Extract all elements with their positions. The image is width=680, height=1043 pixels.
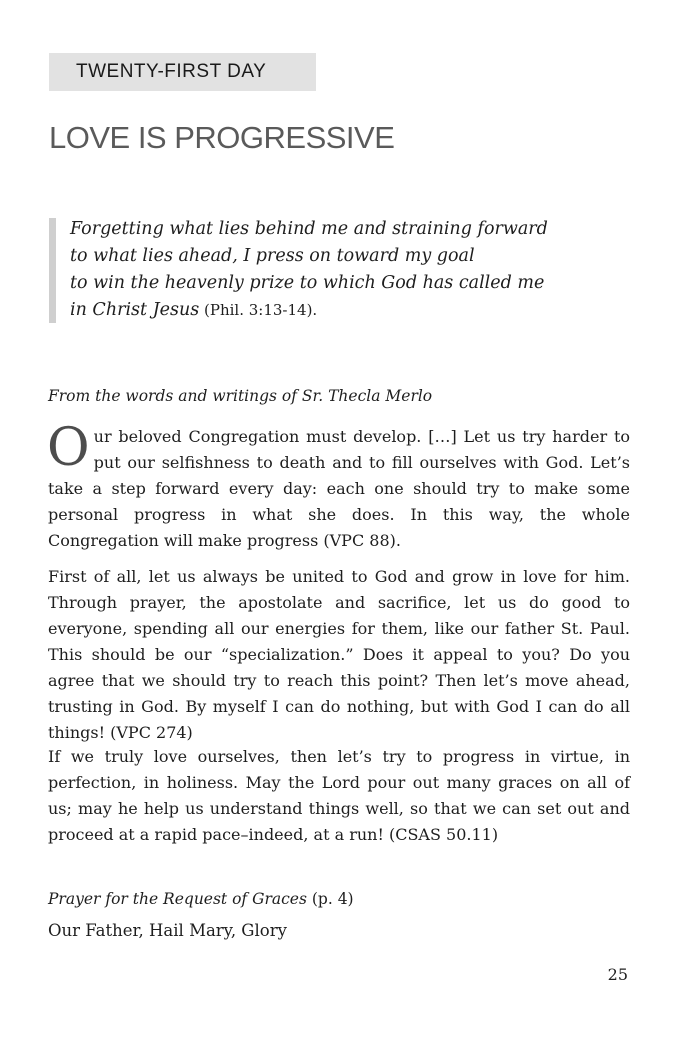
- quote-line: to win the heavenly prize to which God has called me: [70, 273, 545, 293]
- source-heading: From the words and writings of Sr. Thecla Merlo: [48, 387, 433, 405]
- page-number: 25: [607, 965, 628, 984]
- day-label: TWENTY-FIRST DAY: [49, 53, 316, 91]
- page-title: LOVE IS PROGRESSIVE: [49, 120, 395, 155]
- drop-cap: O: [47, 418, 90, 478]
- quote-line: Forgetting what lies behind me and straining forward: [70, 219, 548, 239]
- prayer-ref: (p. 4): [306, 890, 354, 908]
- quote-bar: [49, 218, 56, 323]
- quote-line-text: in Christ Jesus: [70, 300, 200, 320]
- scripture-quote: [70, 216, 630, 324]
- quote-line-last: [70, 297, 630, 324]
- paragraph-2: First of all, let us always be united to God and grow in love for him. Through prayer, the apostolate and sacrifice, let us do good to everyone, spending all our energies for them, like our father St. Paul. This should be our “specialization.” Does it appeal to you? Do you agree that we should try to reach this point? Then let’s move ahead, trusting in God. By myself I can do nothing, but with God I can do all things! (VPC 274): [48, 567, 630, 742]
- closing-prayers: Our Father, Hail Mary, Glory: [48, 921, 287, 940]
- paragraph-1: [47, 418, 630, 554]
- quote-citation: (Phil. 3:13-14).: [199, 301, 318, 319]
- quote-line: to what lies ahead, I press on toward my goal: [70, 246, 475, 266]
- prayer-line: [48, 887, 354, 911]
- prayer-title: Prayer for the Request of Graces: [48, 890, 307, 908]
- paragraph-3: If we truly love ourselves, then let’s try to progress in virtue, in perfection, in holiness. May the Lord pour out many graces on all of us; may he help us understand things well, so that we can set out and proceed at a rapid pace–indeed, at a run! (CSAS 50.11): [48, 747, 630, 844]
- paragraph-1-text: ur beloved Congregation must develop. […] Let us try harder to put our selfishness to death and to fill ourselves with God. Let’s take a step forward every day: each one should try to make some personal progress in what she does. In this way, the whole Congregation will make progress (VPC 88).: [48, 427, 630, 550]
